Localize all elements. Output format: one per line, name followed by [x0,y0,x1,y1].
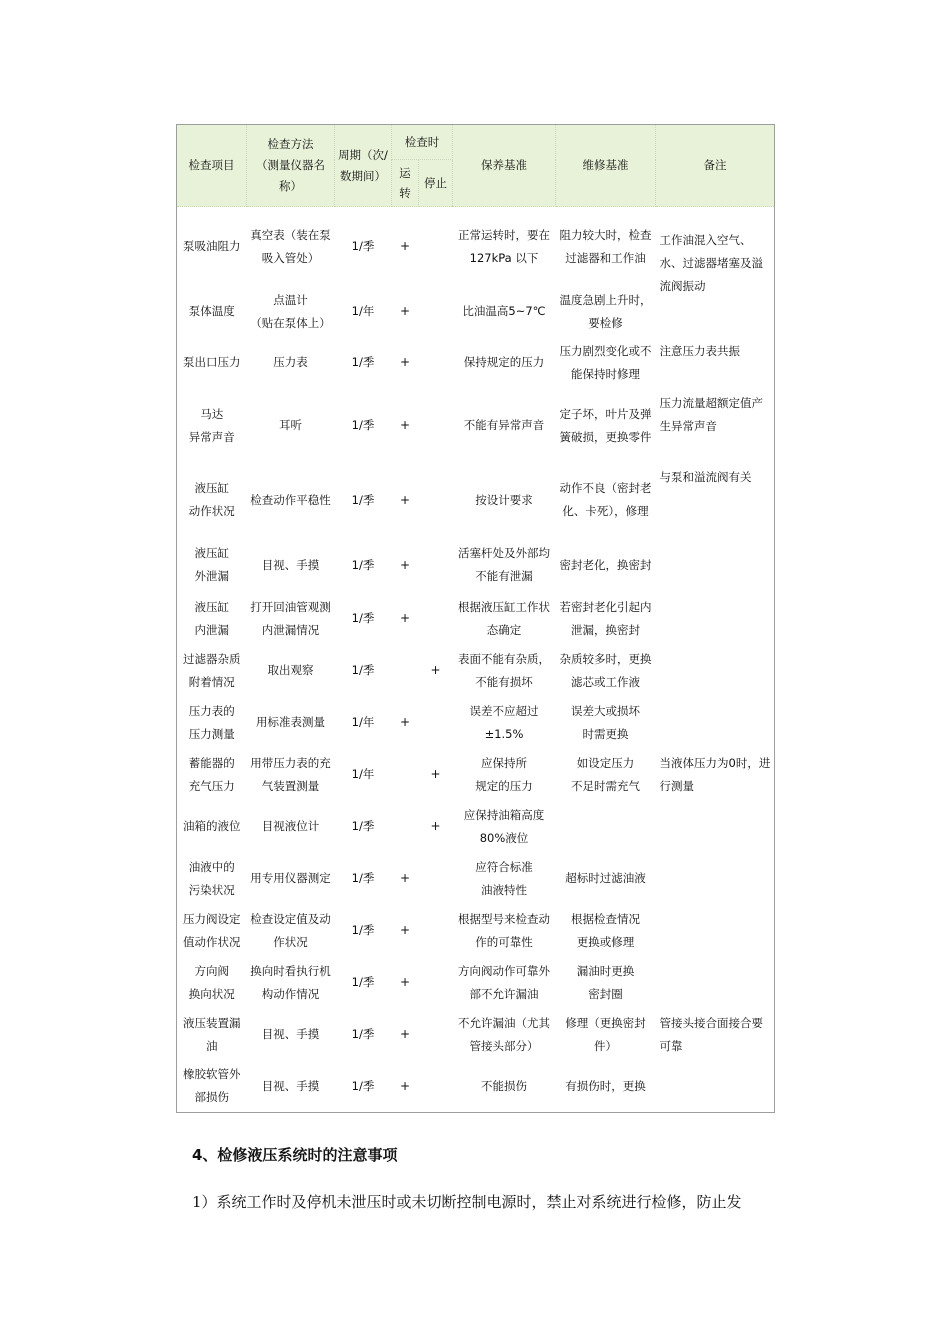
cell-running [392,749,419,801]
cell-cycle: 1/季 [351,557,375,572]
cell-maint: 不能有异常声音 [463,418,545,432]
cell-repair: 根据检查情况 更换或修理 [571,911,640,949]
cell-maint: 比油温高5~7℃ [462,304,546,318]
cell-notes [656,593,775,645]
header-maint: 保养基准 [453,125,556,207]
cell-method: 打开回油管观测内泄漏情况 [250,599,331,637]
cell-repair: 有损伤时，更换 [565,1078,646,1093]
table-row [177,645,775,697]
cell-cycle: 1/季 [351,492,375,507]
cell-stopped: + [430,663,441,677]
cell-repair: 修理（更换密封件） [565,1015,646,1053]
cell-running: + [399,239,411,254]
cell-item: 马达 异常声音 [188,406,235,444]
cell-repair: 误差大或损坏 时需更换 [571,703,640,741]
cell-cycle: 1/季 [351,663,375,677]
cell-notes [656,1061,775,1113]
cell-cycle: 1/年 [351,304,375,318]
cell-stopped [419,905,453,957]
cell-maint: 不允许漏油（尤其管接头部分） [458,1015,550,1053]
cell-item: 过滤器杂质附着情况 [183,651,241,689]
cell-running [392,645,419,697]
cell-repair: 动作不良（密封老化、卡死），修理 [559,481,652,518]
cell-stopped [419,389,453,463]
cell-maint: 应符合标准 油液特性 [475,859,533,897]
cell-method: 检查动作平稳性 [250,492,331,507]
cell-method: 检查设定值及动作状况 [250,911,331,949]
cell-method: 用标准表测量 [256,715,325,729]
cell-method: 用带压力表的充气装置测量 [250,755,331,793]
cell-notes [656,853,775,905]
cell-maint: 应保持所 规定的压力 [475,755,533,793]
cell-repair: 若密封老化引起内泄漏，换密封 [559,599,652,637]
cell-item: 液压装置漏油 [183,1015,241,1053]
cell-repair: 超标时过滤油液 [565,871,646,885]
cell-item: 压力阀设定值动作状况 [183,911,241,949]
cell-stopped [419,593,453,645]
cell-repair: 阻力较大时，检查过滤器和工作油 [559,227,652,265]
cell-item: 橡胶软管外部损伤 [183,1067,241,1105]
cell-item: 油液中的 污染状况 [188,859,235,897]
cell-item: 蓄能器的 充气压力 [188,755,235,793]
cell-stopped [419,697,453,749]
cell-running: + [399,715,411,729]
cell-maint: 按设计要求 [475,492,533,507]
table-header [177,125,775,207]
cell-cycle: 1/季 [351,923,375,937]
table-row [177,801,775,853]
table-row [177,749,775,801]
cell-running: + [399,304,411,318]
cell-method: 用专用仪器测定 [250,871,331,885]
cell-item: 压力表的 压力测量 [188,703,235,741]
cell-notes: 注意压力表共振 [659,343,740,358]
cell-notes [656,957,775,1009]
cell-cycle: 1/季 [351,418,375,432]
cell-item: 方向阀 换向状况 [188,963,235,1001]
cell-notes [656,801,775,853]
cell-method: 真空表（装在泵吸入管处） [250,227,331,265]
cell-notes: 当液体压力为0时，进行测量 [659,755,771,793]
cell-item: 油箱的液位 [183,819,241,833]
cell-cycle: 1/季 [351,1027,375,1041]
cell-notes: 管接头接合面接合要可靠 [659,1015,763,1053]
cell-repair: 密封老化，换密封 [559,557,652,572]
section-paragraph: 1）系统工作时及停机未泄压时或未切断控制电源时，禁止对系统进行检修，防止发 [192,1193,742,1211]
cell-cycle: 1/季 [351,819,375,833]
cell-stopped [419,1061,453,1113]
section-heading: 4、检修液压系统时的注意事项 [192,1146,398,1164]
cell-cycle: 1/季 [351,1078,375,1093]
header-cycle: 周期（次/数期间） [335,125,392,207]
cell-method: 换向时看执行机构动作情况 [250,963,331,1001]
cell-method: 目视、手摸 [261,1078,320,1093]
cell-cycle: 1/季 [351,239,375,254]
cell-stopped [419,337,453,389]
header-item: 检查项目 [177,125,247,207]
cell-cycle: 1/季 [351,975,375,989]
cell-maint: 不能损伤 [481,1078,527,1093]
cell-running: + [399,355,411,369]
cell-running: + [399,611,411,625]
table-row [177,957,775,1009]
cell-method: 目视、手摸 [261,557,320,572]
table-row [177,337,775,389]
cell-stopped: + [430,819,441,833]
cell-item: 泵体温度 [188,304,235,318]
cell-stopped [419,287,453,337]
cell-maint: 保持规定的压力 [463,355,545,369]
cell-repair: 定子坏，叶片及弹簧破损，更换零件 [559,406,652,444]
cell-method: 压力表 [273,355,308,369]
cell-repair: 温度急剧上升时，要检修 [559,292,652,330]
cell-running: + [399,1078,411,1093]
cell-repair: 漏油时更换 密封圈 [576,963,635,1001]
cell-stopped [419,463,453,538]
cell-method: 点温计 （贴在泵体上） [250,292,331,330]
inspection-table [176,124,775,1113]
cell-repair: 如设定压力 不足时需充气 [571,755,640,793]
table-row [177,853,775,905]
cell-item: 液压缸 内泄漏 [194,599,229,637]
cell-cycle: 1/季 [351,355,375,369]
cell-maint: 应保持油箱高度80%液位 [463,807,545,845]
cell-notes [656,645,775,697]
cell-maint: 误差不应超过 ±1.5% [469,703,539,741]
header-timing: 检查时 [392,125,453,160]
table-row [177,538,775,593]
cell-maint: 正常运转时，要在127kPa 以下 [458,227,550,265]
cell-method: 目视、手摸 [261,1027,320,1041]
cell-running: + [399,975,411,989]
cell-notes [656,538,775,593]
cell-stopped: + [430,767,441,781]
cell-stopped [419,1009,453,1061]
table-row [177,1009,775,1061]
table-row [177,463,775,538]
cell-running [392,801,419,853]
cell-notes [656,697,775,749]
cell-running: + [399,923,411,937]
cell-item: 泵出口压力 [183,355,241,369]
cell-cycle: 1/季 [351,871,375,885]
cell-item: 泵吸油阻力 [183,239,241,254]
cell-repair: 杂质较多时，更换滤芯或工作液 [559,651,652,689]
cell-maint: 方向阀动作可靠外部不允许漏油 [458,963,550,1001]
cell-repair: 压力剧烈变化或不能保持时修理 [559,343,652,381]
cell-notes: 工作油混入空气、水、过滤器堵塞及溢流阀振动 [659,233,763,293]
header-method: 检查方法 （测量仪器名称） [247,125,335,207]
header-notes: 备注 [656,125,775,207]
cell-running: + [399,871,411,885]
cell-notes [656,905,775,957]
table-body [177,207,775,1113]
cell-maint: 活塞杆处及外部均不能有泄漏 [458,546,550,583]
cell-maint: 表面不能有杂质，不能有损坏 [458,651,550,689]
cell-cycle: 1/季 [351,611,375,625]
header-running: 运转 [392,160,419,207]
cell-method: 耳听 [279,418,302,432]
cell-repair [556,801,656,853]
cell-notes: 压力流量超额定值产生异常声音 [659,395,763,433]
cell-item: 液压缸 外泄漏 [194,546,229,583]
cell-running: + [399,557,411,572]
cell-stopped [419,207,453,287]
cell-maint: 根据型号来检查动作的可靠性 [458,911,550,949]
table-row [177,593,775,645]
cell-running: + [399,418,411,432]
cell-running: + [399,1027,411,1041]
table-row [177,389,775,463]
table-row [177,207,775,287]
cell-stopped [419,538,453,593]
cell-stopped [419,853,453,905]
cell-method: 取出观察 [267,663,314,677]
cell-maint: 根据液压缸工作状态确定 [458,599,550,637]
cell-notes: 与泵和溢流阀有关 [659,469,752,484]
cell-running: + [399,492,411,507]
table-row [177,1061,775,1113]
cell-item: 液压缸 动作状况 [188,481,235,518]
table-row [177,697,775,749]
cell-cycle: 1/年 [351,767,375,781]
cell-stopped [419,957,453,1009]
table-row [177,905,775,957]
header-stopped: 停止 [419,160,453,207]
cell-method: 目视液位计 [261,819,320,833]
cell-cycle: 1/年 [351,715,375,729]
header-repair: 维修基准 [556,125,656,207]
